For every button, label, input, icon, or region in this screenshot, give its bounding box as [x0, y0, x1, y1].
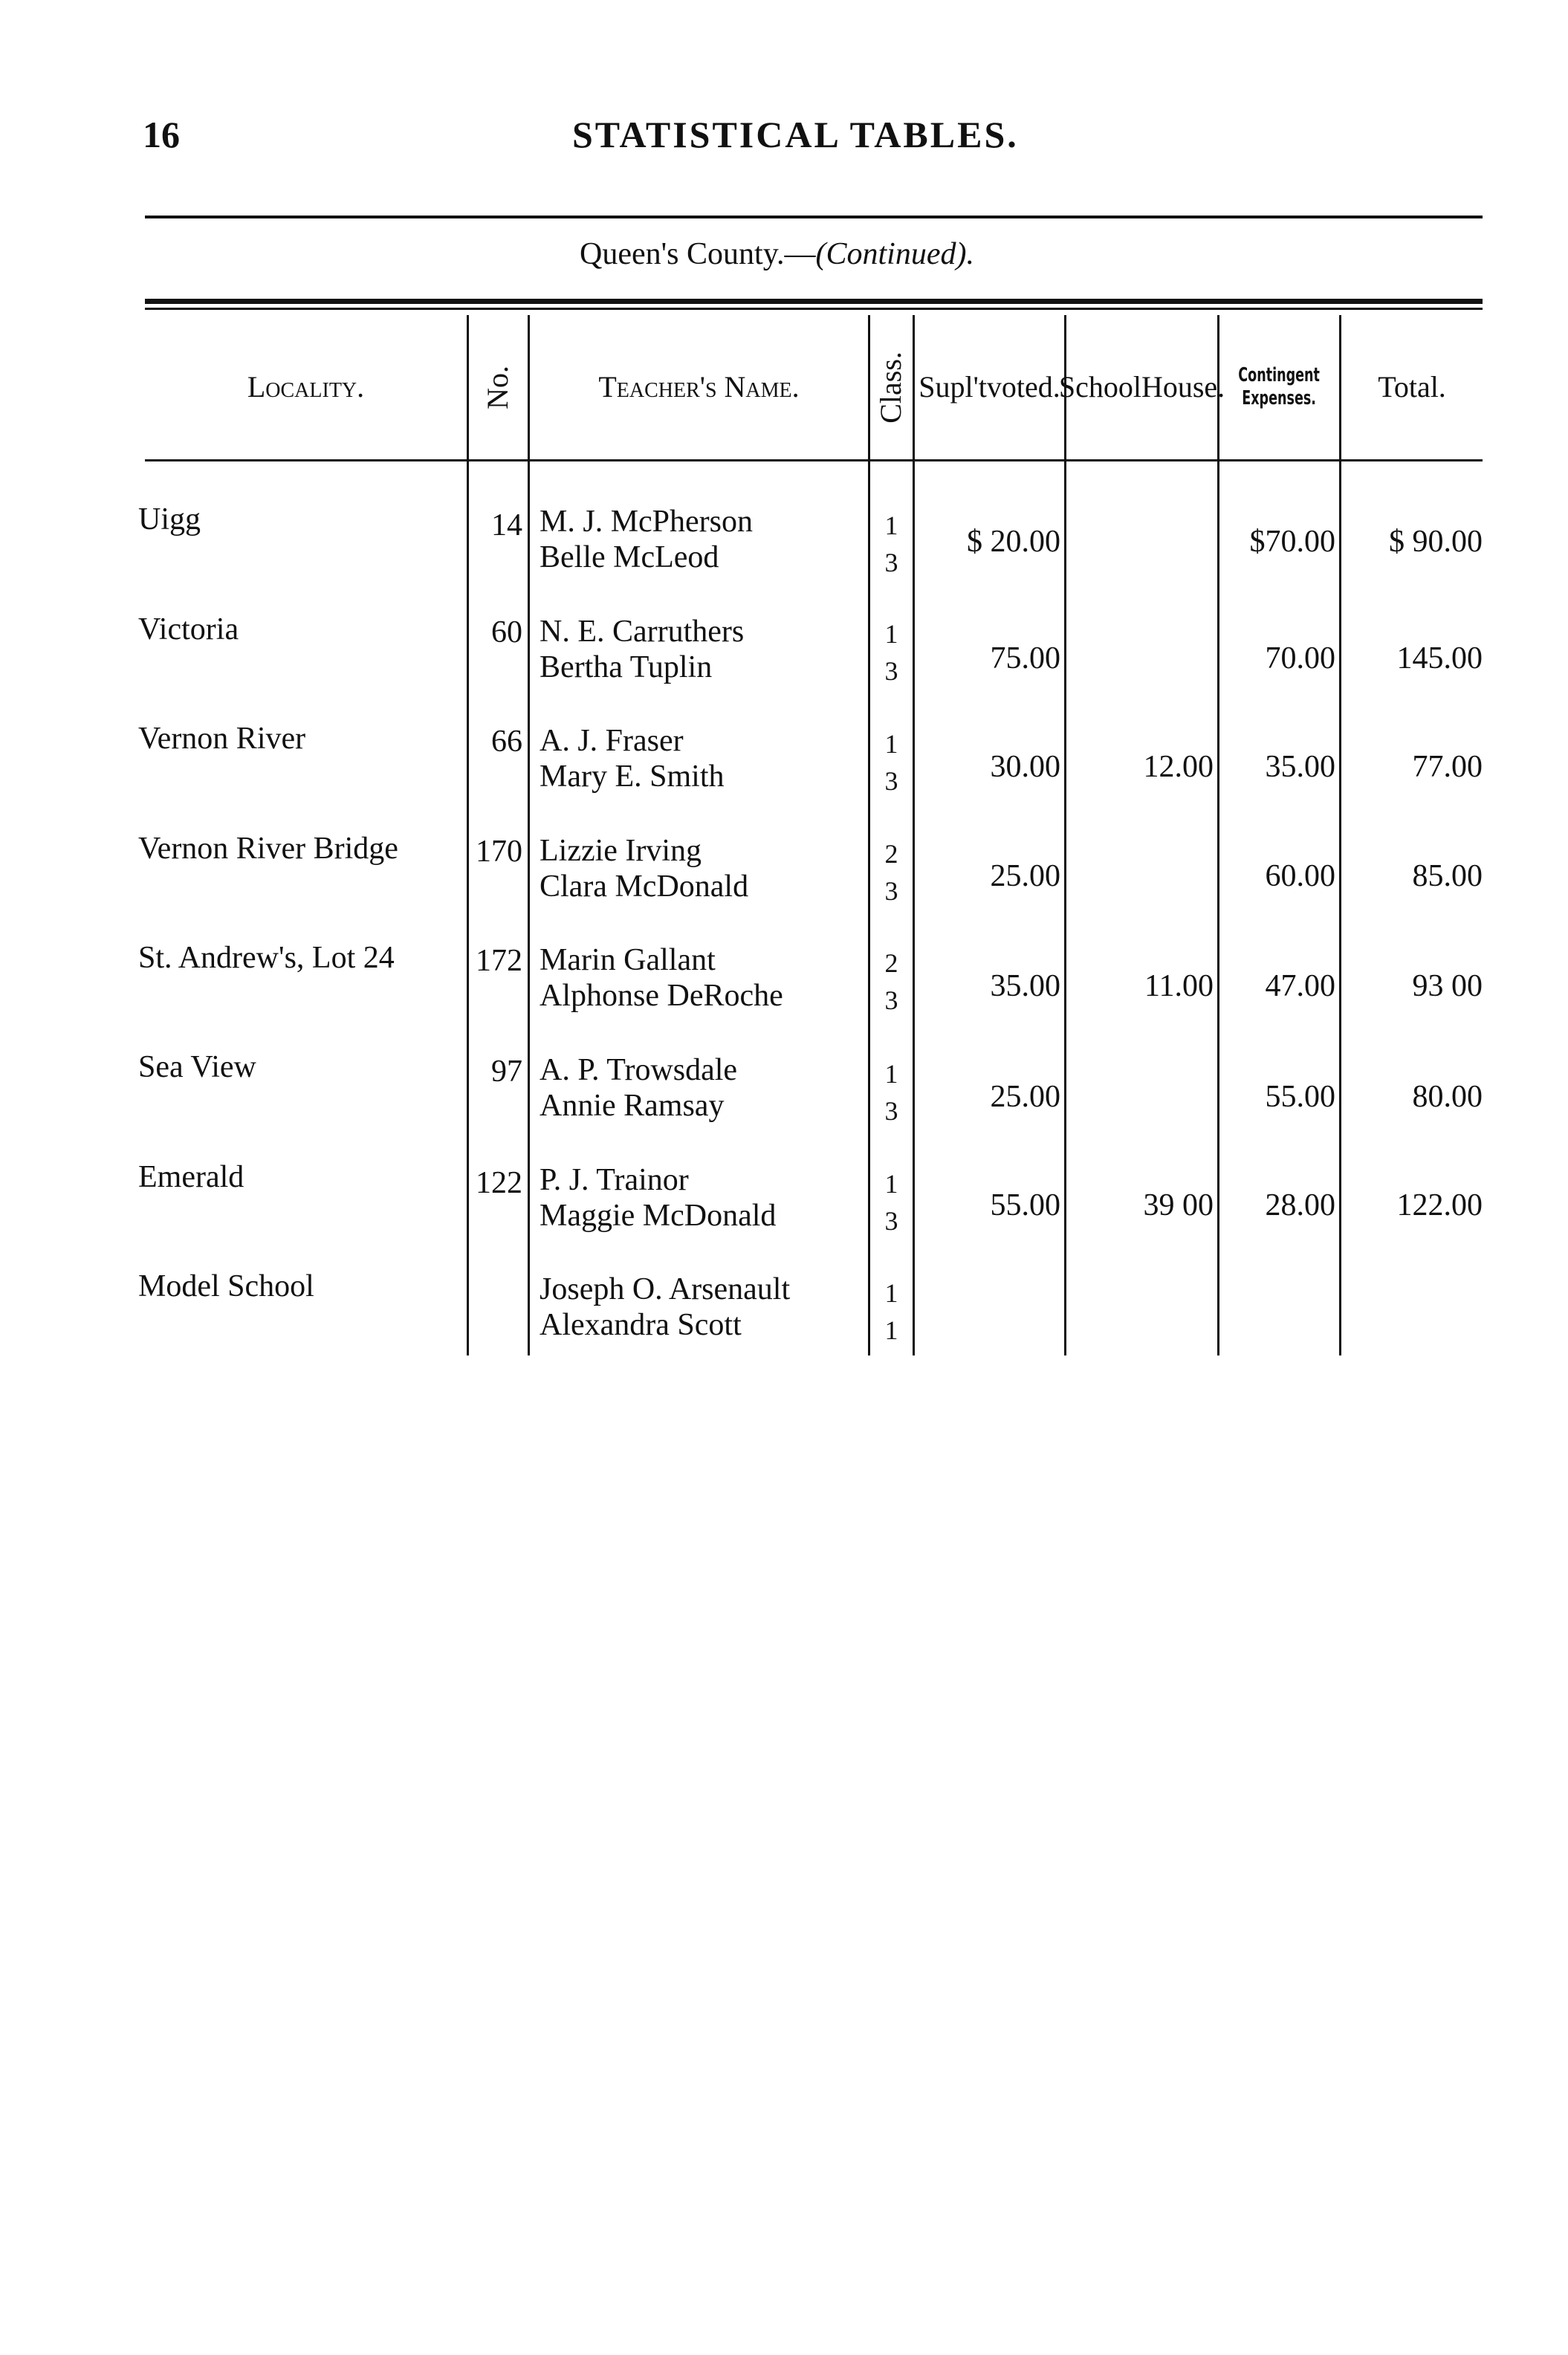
header-contingent-line2: Expenses. — [1242, 387, 1317, 409]
row-teacher-2: Clara McDonald — [540, 869, 749, 904]
row-locality: St. Andrew's, Lot 24 — [138, 941, 395, 975]
row-number: 14 — [491, 508, 522, 542]
row-teacher-1: A. P. Trowsdale — [540, 1053, 738, 1087]
row-class-1: 1 — [884, 619, 898, 649]
row-total: 93 00 — [1412, 969, 1483, 1003]
row-number: 66 — [491, 725, 522, 759]
row-total: 77.00 — [1412, 750, 1483, 784]
row-class-1: 2 — [884, 948, 898, 978]
row-contingent: 60.00 — [1265, 859, 1335, 893]
header-total: Total. — [1378, 369, 1446, 404]
header-double-rule-thin — [145, 308, 1483, 310]
top-rule — [145, 216, 1483, 218]
header-supplement-line2: voted. — [986, 369, 1060, 404]
row-teacher-2: Maggie McDonald — [540, 1199, 777, 1233]
row-teacher-1: M. J. McPherson — [540, 505, 754, 539]
row-locality: Victoria — [138, 612, 239, 647]
row-supplement: 30.00 — [990, 750, 1060, 784]
row-teacher-2: Mary E. Smith — [540, 759, 725, 794]
row-locality: Vernon River Bridge — [138, 832, 398, 866]
header-number-label: No. — [481, 365, 515, 409]
row-class-2: 3 — [884, 985, 898, 1015]
column-divider — [868, 315, 870, 1355]
header-double-rule-thick — [145, 299, 1483, 304]
row-total: $ 90.00 — [1389, 525, 1483, 559]
row-teacher-1: Marin Gallant — [540, 943, 716, 977]
row-teacher-1: Lizzie Irving — [540, 834, 702, 868]
row-supplement: 25.00 — [990, 859, 1060, 893]
header-class-label: Class. — [874, 351, 908, 424]
row-contingent: 47.00 — [1265, 969, 1335, 1003]
header-contingent-line1: Contingent — [1238, 363, 1321, 386]
row-number: 122 — [476, 1166, 522, 1200]
row-number: 60 — [491, 615, 522, 650]
row-supplement: 35.00 — [990, 969, 1060, 1003]
row-class-1: 1 — [884, 729, 898, 759]
row-teacher-2: Belle McLeod — [540, 540, 719, 574]
header-school-house-line2: House. — [1141, 369, 1225, 404]
row-class-2: 3 — [884, 656, 898, 686]
row-supplement: 55.00 — [990, 1188, 1060, 1222]
row-school-house: 39 00 — [1143, 1188, 1214, 1222]
subtitle-continued: (Continued). — [815, 237, 974, 271]
column-divider — [528, 315, 530, 1355]
row-class-1: 1 — [884, 1169, 898, 1199]
row-class-2: 3 — [884, 876, 898, 906]
header-number — [469, 315, 528, 459]
row-total: 85.00 — [1412, 859, 1483, 893]
header-supplement-voted — [915, 315, 1064, 459]
row-class-2: 3 — [884, 1206, 898, 1236]
row-locality: Emerald — [138, 1160, 244, 1194]
row-total: 80.00 — [1412, 1080, 1483, 1114]
row-number: 172 — [476, 944, 522, 978]
row-class-2: 3 — [884, 766, 898, 796]
row-teacher-1: A. J. Fraser — [540, 724, 684, 758]
row-teacher-2: Annie Ramsay — [540, 1089, 725, 1123]
row-class-2: 3 — [884, 1096, 898, 1126]
row-class-1: 1 — [884, 1278, 898, 1308]
header-class — [870, 315, 913, 459]
row-total: 145.00 — [1396, 641, 1483, 676]
row-class-2: 3 — [884, 548, 898, 577]
header-school-house-line1: School — [1058, 369, 1141, 404]
row-number: 170 — [476, 835, 522, 869]
row-locality: Vernon River — [138, 722, 306, 756]
row-class-1: 1 — [884, 1059, 898, 1089]
row-total: 122.00 — [1396, 1188, 1483, 1222]
header-contingent-expenses — [1219, 315, 1339, 459]
page-number: 16 — [143, 114, 180, 155]
row-contingent: 28.00 — [1265, 1188, 1335, 1222]
table-subtitle — [580, 236, 974, 272]
row-teacher-2: Alexandra Scott — [540, 1308, 742, 1342]
row-teacher-1: Joseph O. Arsenault — [540, 1272, 791, 1306]
row-class-2: 1 — [884, 1315, 898, 1345]
row-teacher-1: P. J. Trainor — [540, 1163, 689, 1197]
header-locality: Locality. — [247, 369, 365, 404]
row-class-1: 2 — [884, 839, 898, 869]
row-contingent: 55.00 — [1265, 1080, 1335, 1114]
row-supplement: 75.00 — [990, 641, 1060, 676]
header-teacher-name: Teacher's Name. — [598, 369, 800, 404]
running-title: STATISTICAL TABLES. — [572, 114, 1019, 155]
row-teacher-2: Alphonse DeRoche — [540, 979, 783, 1013]
row-school-house: 11.00 — [1144, 969, 1214, 1003]
row-supplement: 25.00 — [990, 1080, 1060, 1114]
row-class-1: 1 — [884, 511, 898, 540]
row-teacher-2: Bertha Tuplin — [540, 650, 713, 684]
row-supplement: $ 20.00 — [967, 525, 1060, 559]
row-locality: Uigg — [138, 502, 201, 537]
row-contingent: 35.00 — [1265, 750, 1335, 784]
row-number: 97 — [491, 1055, 522, 1089]
row-teacher-1: N. E. Carruthers — [540, 615, 745, 649]
row-locality: Sea View — [138, 1050, 256, 1084]
row-school-house: 12.00 — [1143, 750, 1214, 784]
row-contingent: $70.00 — [1249, 525, 1335, 559]
row-contingent: 70.00 — [1265, 641, 1335, 676]
header-bottom-rule — [145, 459, 1483, 461]
header-contingent-label — [1239, 364, 1321, 410]
header-school-house — [1058, 315, 1225, 459]
subtitle-county: Queen's County.— — [580, 237, 816, 271]
header-supplement-line1: Supl't — [919, 369, 987, 404]
row-locality: Model School — [138, 1269, 314, 1303]
